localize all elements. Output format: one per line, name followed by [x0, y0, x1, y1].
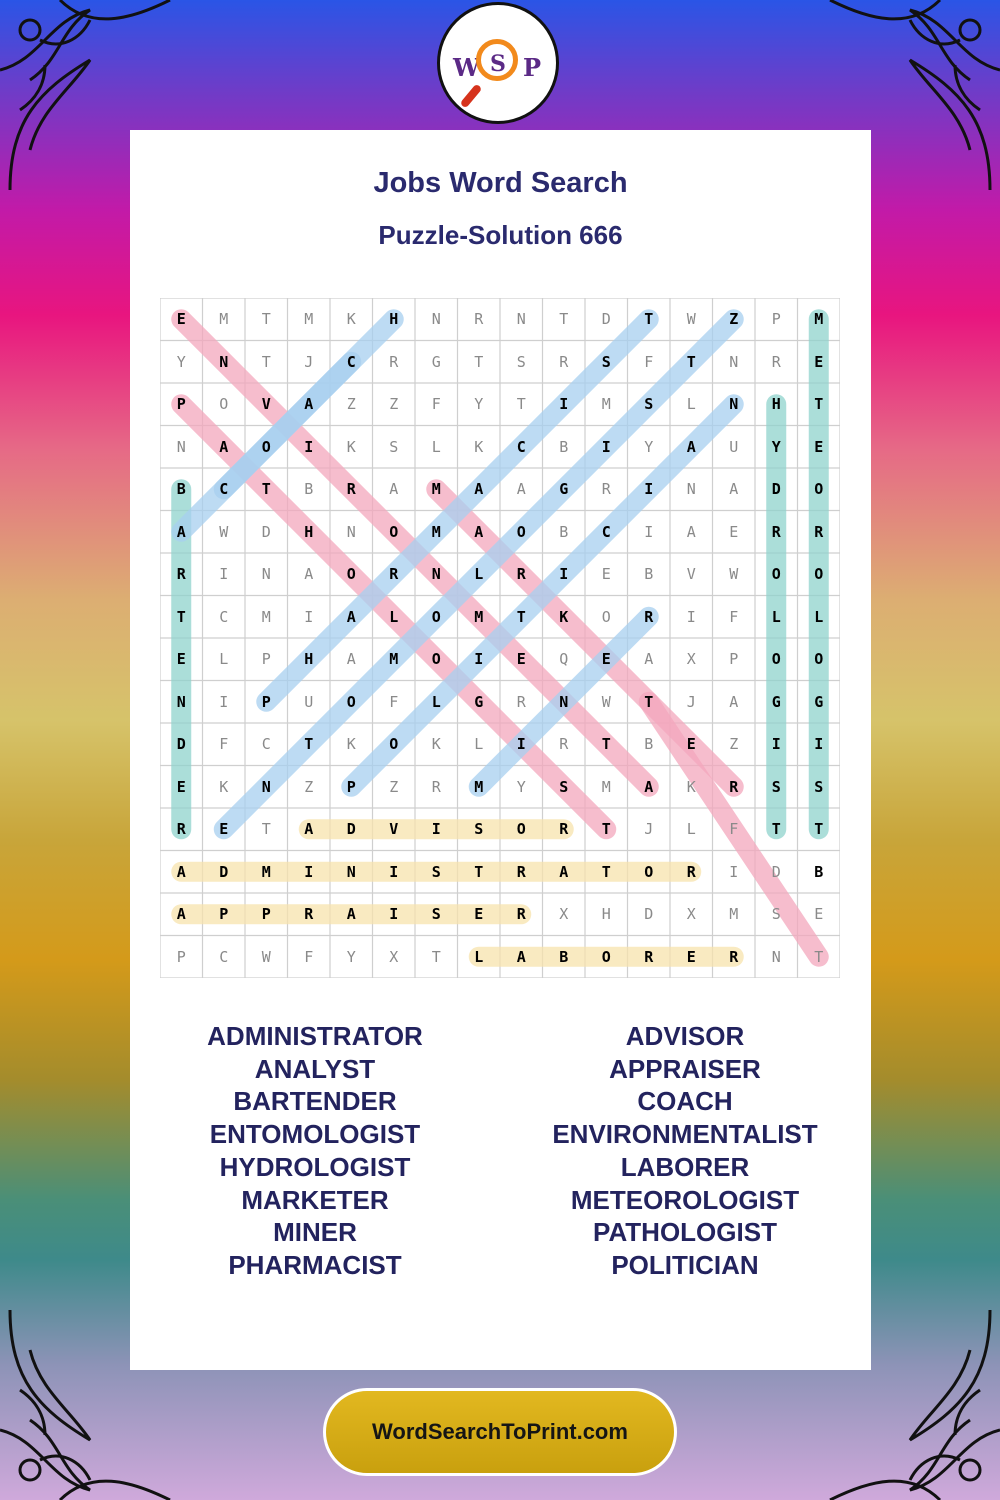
- grid-cell[interactable]: Y: [771, 437, 781, 456]
- grid-cell[interactable]: M: [729, 905, 739, 924]
- grid-cell[interactable]: L: [771, 607, 781, 626]
- grid-cell[interactable]: N: [176, 437, 186, 456]
- grid-cell[interactable]: X: [389, 947, 399, 966]
- grid-cell[interactable]: R: [431, 777, 441, 796]
- grid-cell[interactable]: A: [559, 862, 569, 881]
- grid-cell[interactable]: O: [814, 565, 824, 584]
- grid-cell[interactable]: N: [176, 692, 186, 711]
- grid-cell[interactable]: I: [686, 607, 696, 626]
- grid-cell[interactable]: K: [346, 437, 356, 456]
- grid-cell[interactable]: M: [261, 862, 271, 881]
- grid-cell[interactable]: E: [601, 565, 611, 584]
- grid-cell[interactable]: N: [516, 310, 526, 329]
- grid-cell[interactable]: M: [431, 480, 441, 499]
- grid-cell[interactable]: O: [219, 395, 229, 414]
- grid-cell[interactable]: E: [516, 650, 526, 669]
- grid-cell[interactable]: R: [516, 565, 526, 584]
- grid-cell[interactable]: G: [814, 692, 824, 711]
- grid-cell[interactable]: T: [474, 862, 484, 881]
- grid-cell[interactable]: K: [559, 607, 569, 626]
- grid-cell[interactable]: R: [644, 947, 654, 966]
- grid-cell[interactable]: R: [559, 352, 569, 371]
- grid-cell[interactable]: M: [304, 310, 314, 329]
- grid-cell[interactable]: O: [261, 437, 271, 456]
- grid-cell[interactable]: C: [346, 352, 356, 371]
- grid-cell[interactable]: G: [771, 692, 781, 711]
- grid-cell[interactable]: V: [389, 820, 399, 839]
- grid-cell[interactable]: L: [431, 437, 441, 456]
- grid-cell[interactable]: F: [729, 820, 739, 839]
- grid-cell[interactable]: C: [601, 522, 611, 541]
- grid-cell[interactable]: L: [686, 395, 696, 414]
- grid-cell[interactable]: V: [261, 395, 271, 414]
- grid-cell[interactable]: A: [729, 480, 739, 499]
- grid-cell[interactable]: Y: [346, 947, 356, 966]
- grid-cell[interactable]: I: [601, 437, 611, 456]
- grid-cell[interactable]: M: [261, 607, 271, 626]
- grid-cell[interactable]: M: [601, 777, 611, 796]
- grid-cell[interactable]: E: [814, 905, 824, 924]
- grid-cell[interactable]: R: [559, 820, 569, 839]
- grid-cell[interactable]: T: [304, 735, 314, 754]
- grid-cell[interactable]: I: [644, 522, 654, 541]
- grid-cell[interactable]: N: [729, 395, 739, 414]
- grid-cell[interactable]: N: [686, 480, 696, 499]
- grid-cell[interactable]: Z: [389, 395, 399, 414]
- grid-cell[interactable]: E: [176, 777, 186, 796]
- grid-cell[interactable]: A: [346, 650, 356, 669]
- grid-cell[interactable]: D: [644, 905, 654, 924]
- grid-cell[interactable]: N: [346, 522, 356, 541]
- grid-cell[interactable]: Y: [176, 352, 186, 371]
- grid-cell[interactable]: L: [814, 607, 824, 626]
- grid-cell[interactable]: R: [814, 522, 824, 541]
- site-logo[interactable]: [437, 2, 559, 124]
- grid-cell[interactable]: D: [771, 862, 781, 881]
- grid-cell[interactable]: A: [346, 905, 356, 924]
- grid-cell[interactable]: I: [474, 650, 484, 669]
- grid-cell[interactable]: I: [304, 862, 314, 881]
- grid-cell[interactable]: N: [559, 692, 569, 711]
- site-link-badge[interactable]: [323, 1388, 677, 1476]
- grid-cell[interactable]: H: [389, 310, 399, 329]
- grid-cell[interactable]: L: [474, 565, 484, 584]
- grid-cell[interactable]: I: [729, 862, 739, 881]
- grid-cell[interactable]: R: [559, 735, 569, 754]
- grid-cell[interactable]: T: [261, 310, 271, 329]
- grid-cell[interactable]: A: [176, 522, 186, 541]
- grid-cell[interactable]: M: [431, 522, 441, 541]
- grid-cell[interactable]: E: [176, 310, 186, 329]
- grid-cell[interactable]: S: [474, 820, 484, 839]
- grid-cell[interactable]: M: [474, 777, 484, 796]
- grid-cell[interactable]: H: [304, 522, 314, 541]
- grid-cell[interactable]: R: [346, 480, 356, 499]
- word-list-left: [130, 1020, 500, 1282]
- grid-cell[interactable]: M: [474, 607, 484, 626]
- grid-cell[interactable]: S: [389, 437, 399, 456]
- grid-cell[interactable]: W: [729, 565, 739, 584]
- grid-cell[interactable]: R: [304, 905, 314, 924]
- word-list-item: ADVISOR: [625, 1021, 745, 1051]
- grid-cell[interactable]: R: [474, 310, 484, 329]
- grid-cell[interactable]: X: [559, 905, 569, 924]
- grid-cell[interactable]: R: [389, 352, 399, 371]
- grid-cell[interactable]: Z: [346, 395, 356, 414]
- grid-cell[interactable]: Z: [304, 777, 314, 796]
- grid-cell[interactable]: S: [771, 777, 781, 796]
- word-list-item: LABORER: [620, 1151, 750, 1182]
- grid-cell[interactable]: D: [346, 820, 356, 839]
- grid-cell[interactable]: A: [686, 437, 696, 456]
- grid-cell[interactable]: D: [261, 522, 271, 541]
- grid-cell[interactable]: I: [389, 862, 399, 881]
- grid-cell[interactable]: Y: [644, 437, 654, 456]
- grid-cell[interactable]: G: [431, 352, 441, 371]
- grid-cell[interactable]: T: [814, 395, 824, 414]
- grid-cell[interactable]: R: [176, 565, 186, 584]
- grid-cell[interactable]: A: [219, 437, 229, 456]
- grid-cell[interactable]: D: [771, 480, 781, 499]
- grid-cell[interactable]: A: [176, 862, 186, 881]
- grid-cell[interactable]: B: [559, 522, 569, 541]
- grid-cell[interactable]: E: [686, 947, 696, 966]
- grid-cell[interactable]: J: [304, 352, 314, 371]
- grid-cell[interactable]: O: [346, 565, 356, 584]
- grid-cell[interactable]: L: [431, 692, 441, 711]
- magnifier-handle-icon: [460, 83, 483, 108]
- grid-cell[interactable]: T: [686, 352, 696, 371]
- word-search-grid: [160, 298, 840, 978]
- grid-cell[interactable]: A: [516, 947, 526, 966]
- grid-cell[interactable]: Z: [729, 735, 739, 754]
- grid-cell[interactable]: T: [601, 735, 611, 754]
- grid-cell[interactable]: E: [176, 650, 186, 669]
- word-list-item: HYDROLOGIST: [219, 1151, 411, 1182]
- grid-cell[interactable]: I: [559, 395, 569, 414]
- grid-cell[interactable]: T: [516, 395, 526, 414]
- word-list-item: MINER: [273, 1217, 357, 1248]
- grid-cell[interactable]: O: [389, 735, 399, 754]
- grid-cell[interactable]: B: [304, 480, 314, 499]
- grid-cell[interactable]: T: [771, 820, 781, 839]
- word-list-item: PHARMACIST: [228, 1249, 402, 1280]
- grid-cell[interactable]: N: [729, 352, 739, 371]
- grid-cell[interactable]: P: [729, 650, 739, 669]
- word-list-item: ADMINISTRATOR: [207, 1021, 423, 1051]
- grid-cell[interactable]: S: [601, 352, 611, 371]
- grid-cell[interactable]: O: [431, 650, 441, 669]
- grid-cell[interactable]: D: [219, 862, 229, 881]
- grid-cell[interactable]: I: [559, 565, 569, 584]
- grid-cell[interactable]: X: [686, 650, 696, 669]
- grid-cell[interactable]: B: [814, 862, 824, 881]
- grid-cell[interactable]: B: [644, 565, 654, 584]
- grid-cell[interactable]: T: [431, 947, 441, 966]
- grid-cell[interactable]: I: [304, 437, 314, 456]
- grid-cell[interactable]: E: [686, 735, 696, 754]
- grid-cell[interactable]: O: [771, 650, 781, 669]
- grid-cell[interactable]: F: [729, 607, 739, 626]
- grid-cell[interactable]: J: [644, 820, 654, 839]
- grid-cell[interactable]: R: [644, 607, 654, 626]
- grid-cell[interactable]: Z: [389, 777, 399, 796]
- grid-cell[interactable]: G: [474, 692, 484, 711]
- grid-cell[interactable]: U: [729, 437, 739, 456]
- word-list-item: BARTENDER: [233, 1086, 397, 1117]
- grid-cell[interactable]: M: [814, 310, 824, 329]
- grid-cell[interactable]: K: [431, 735, 441, 754]
- logo-letter-p: P: [522, 53, 541, 82]
- grid-cell[interactable]: H: [771, 395, 781, 414]
- logo-letter-w: W: [453, 53, 480, 82]
- grid-cell[interactable]: O: [771, 565, 781, 584]
- grid-cell[interactable]: D: [176, 735, 186, 754]
- grid-cell[interactable]: N: [261, 565, 271, 584]
- grid-cell[interactable]: F: [431, 395, 441, 414]
- grid-cell[interactable]: A: [686, 522, 696, 541]
- word-list-item: PATHOLOGIST: [593, 1217, 777, 1248]
- grid-cell[interactable]: S: [771, 905, 781, 924]
- grid-cell[interactable]: T: [474, 352, 484, 371]
- grid-cell[interactable]: S: [644, 395, 654, 414]
- grid-cell[interactable]: T: [559, 310, 569, 329]
- grid-cell[interactable]: P: [346, 777, 356, 796]
- grid-cell[interactable]: N: [431, 310, 441, 329]
- grid-cell[interactable]: X: [686, 905, 696, 924]
- grid-cell[interactable]: R: [729, 947, 739, 966]
- grid-cell[interactable]: S: [516, 352, 526, 371]
- grid-cell[interactable]: K: [346, 310, 356, 329]
- grid-cell[interactable]: A: [644, 650, 654, 669]
- word-list-item: APPRAISER: [609, 1053, 761, 1084]
- grid-cell[interactable]: M: [601, 395, 611, 414]
- grid-cell[interactable]: I: [814, 735, 824, 754]
- grid-cell[interactable]: N: [261, 777, 271, 796]
- grid-cell[interactable]: T: [644, 310, 654, 329]
- grid-cell[interactable]: N: [219, 352, 229, 371]
- word-list-item: ANALYST: [254, 1053, 376, 1084]
- grid-cell[interactable]: T: [261, 352, 271, 371]
- grid-cell[interactable]: W: [686, 310, 696, 329]
- grid-cell[interactable]: L: [219, 650, 229, 669]
- grid-cell[interactable]: W: [261, 947, 271, 966]
- grid-cell[interactable]: T: [261, 820, 271, 839]
- grid-cell[interactable]: Y: [474, 395, 484, 414]
- grid-cell[interactable]: R: [516, 862, 526, 881]
- grid-cell[interactable]: T: [516, 607, 526, 626]
- grid-cell[interactable]: P: [261, 905, 271, 924]
- grid-cell[interactable]: P: [771, 310, 781, 329]
- grid-cell[interactable]: P: [176, 395, 186, 414]
- grid-cell[interactable]: R: [771, 352, 781, 371]
- grid-cell[interactable]: R: [389, 565, 399, 584]
- grid-cell[interactable]: K: [474, 437, 484, 456]
- grid-cell[interactable]: M: [219, 310, 229, 329]
- grid-cell[interactable]: L: [474, 947, 484, 966]
- grid-cell[interactable]: Z: [729, 310, 739, 329]
- page-subtitle: Puzzle-Solution 666: [378, 220, 623, 250]
- grid-cell[interactable]: I: [644, 480, 654, 499]
- grid-cell[interactable]: S: [431, 862, 441, 881]
- grid-cell[interactable]: F: [644, 352, 654, 371]
- grid-cell[interactable]: R: [771, 522, 781, 541]
- grid-cell[interactable]: E: [814, 437, 824, 456]
- logo-letter-s: S: [490, 51, 506, 77]
- grid-cell[interactable]: C: [261, 735, 271, 754]
- grid-cell[interactable]: A: [304, 820, 314, 839]
- grid-cell[interactable]: W: [601, 692, 611, 711]
- grid-cell[interactable]: T: [814, 947, 824, 966]
- word-list-right: [500, 1020, 870, 1282]
- word-list-item: COACH: [637, 1086, 733, 1117]
- word-list-item: METEOROLOGIST: [570, 1184, 800, 1215]
- grid-cell[interactable]: P: [219, 905, 229, 924]
- grid-cell[interactable]: R: [686, 862, 696, 881]
- grid-cell[interactable]: O: [516, 820, 526, 839]
- grid-cell[interactable]: V: [686, 565, 696, 584]
- grid-cell[interactable]: J: [686, 692, 696, 711]
- grid-cell[interactable]: I: [219, 565, 229, 584]
- grid-cell[interactable]: E: [729, 522, 739, 541]
- grid-cell[interactable]: O: [431, 607, 441, 626]
- grid-cell[interactable]: T: [176, 607, 186, 626]
- grid-cell[interactable]: E: [219, 820, 229, 839]
- grid-cell[interactable]: Q: [559, 650, 569, 669]
- grid-cell[interactable]: O: [601, 947, 611, 966]
- grid-cell[interactable]: F: [219, 735, 229, 754]
- grid-cell[interactable]: A: [304, 395, 314, 414]
- grid-cell[interactable]: P: [176, 947, 186, 966]
- grid-cell[interactable]: I: [771, 735, 781, 754]
- grid-cell[interactable]: B: [559, 947, 569, 966]
- grid-cell[interactable]: I: [304, 607, 314, 626]
- grid-cell[interactable]: T: [644, 692, 654, 711]
- grid-cell[interactable]: K: [686, 777, 696, 796]
- grid-cell[interactable]: C: [219, 607, 229, 626]
- grid-cell[interactable]: N: [346, 862, 356, 881]
- grid-cell[interactable]: P: [261, 650, 271, 669]
- grid-cell[interactable]: O: [644, 862, 654, 881]
- grid-cell[interactable]: T: [814, 820, 824, 839]
- grid-cell[interactable]: I: [516, 735, 526, 754]
- grid-cell[interactable]: S: [431, 905, 441, 924]
- grid-cell[interactable]: O: [601, 607, 611, 626]
- grid-cell[interactable]: L: [389, 607, 399, 626]
- grid-cell[interactable]: L: [686, 820, 696, 839]
- grid-cell[interactable]: I: [431, 820, 441, 839]
- grid-cell[interactable]: P: [261, 692, 271, 711]
- grid-cell[interactable]: I: [219, 692, 229, 711]
- grid-cell[interactable]: L: [474, 735, 484, 754]
- grid-cell[interactable]: A: [304, 565, 314, 584]
- grid-cell[interactable]: B: [176, 480, 186, 499]
- grid-cell[interactable]: A: [516, 480, 526, 499]
- word-list-item: MARKETER: [241, 1184, 389, 1215]
- grid-cell[interactable]: O: [814, 650, 824, 669]
- grid-cell[interactable]: R: [516, 692, 526, 711]
- puzzle-panel: [130, 130, 871, 1370]
- grid-cell[interactable]: S: [814, 777, 824, 796]
- grid-cell[interactable]: A: [346, 607, 356, 626]
- grid-cell[interactable]: D: [601, 310, 611, 329]
- grid-cell[interactable]: O: [814, 480, 824, 499]
- grid-cell[interactable]: N: [771, 947, 781, 966]
- grid-cell[interactable]: U: [304, 692, 314, 711]
- grid-cell[interactable]: F: [389, 692, 399, 711]
- grid-cell[interactable]: K: [219, 777, 229, 796]
- grid-cell[interactable]: O: [516, 522, 526, 541]
- word-list-item: ENVIRONMENTALIST: [552, 1119, 818, 1150]
- grid-cell[interactable]: Y: [516, 777, 526, 796]
- grid-cell[interactable]: E: [814, 352, 824, 371]
- grid-cell[interactable]: A: [474, 480, 484, 499]
- grid-cell[interactable]: M: [389, 650, 399, 669]
- site-link-text[interactable]: WordSearchToPrint.com: [372, 1419, 628, 1444]
- grid-cell[interactable]: A: [644, 777, 654, 796]
- grid-cell[interactable]: O: [346, 692, 356, 711]
- grid-cell[interactable]: A: [474, 522, 484, 541]
- grid-cell[interactable]: A: [176, 905, 186, 924]
- grid-cell[interactable]: I: [389, 905, 399, 924]
- grid-cell[interactable]: C: [516, 437, 526, 456]
- grid-cell[interactable]: A: [729, 692, 739, 711]
- grid-cell[interactable]: E: [474, 905, 484, 924]
- grid-cell[interactable]: W: [219, 522, 229, 541]
- grid-cell[interactable]: T: [601, 862, 611, 881]
- word-list-item: ENTOMOLOGIST: [209, 1119, 421, 1150]
- word-list-item: POLITICIAN: [611, 1249, 759, 1280]
- grid-cell[interactable]: F: [304, 947, 314, 966]
- grid-cell[interactable]: O: [389, 522, 399, 541]
- grid-cell[interactable]: H: [304, 650, 314, 669]
- grid-cell[interactable]: R: [601, 480, 611, 499]
- grid-cell[interactable]: N: [431, 565, 441, 584]
- grid-cell[interactable]: K: [346, 735, 356, 754]
- grid-cell[interactable]: B: [559, 437, 569, 456]
- grid-cell[interactable]: R: [729, 777, 739, 796]
- grid-cell[interactable]: A: [389, 480, 399, 499]
- grid-cell[interactable]: E: [601, 650, 611, 669]
- grid-cell[interactable]: T: [261, 480, 271, 499]
- grid-cell[interactable]: H: [601, 905, 611, 924]
- grid-cell[interactable]: C: [219, 947, 229, 966]
- grid-cell[interactable]: R: [176, 820, 186, 839]
- grid-cell[interactable]: B: [644, 735, 654, 754]
- grid-cell[interactable]: R: [516, 905, 526, 924]
- grid-cell[interactable]: C: [219, 480, 229, 499]
- grid-cell[interactable]: S: [559, 777, 569, 796]
- grid-cell[interactable]: G: [559, 480, 569, 499]
- page-title: Jobs Word Search: [373, 167, 628, 199]
- grid-cell[interactable]: T: [601, 820, 611, 839]
